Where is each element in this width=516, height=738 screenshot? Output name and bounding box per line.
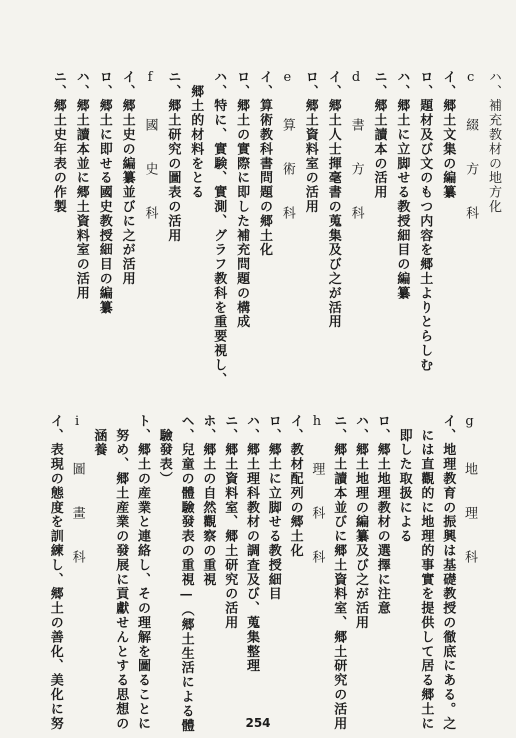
list-item: ロ、郷土の實際に即した補充問題の構成 bbox=[234, 70, 250, 330]
list-item: 驗發表） bbox=[156, 414, 172, 486]
list-item: ニ、郷土讀本の活用 bbox=[371, 70, 387, 200]
list-item: ヘ、兒童の體驗發表の重視—（郷土生活による體 bbox=[178, 414, 194, 733]
list-item: ロ、郷土資料室の活用 bbox=[302, 70, 318, 214]
list-item: イ、郷土人士揮毫書の蒐集及び之が活用 bbox=[325, 70, 341, 330]
list-item: ニ、郷土研究の圖表の活用 bbox=[165, 70, 181, 243]
list-item: イ、地理教育の振興は基礎教授の徹底にある。之 bbox=[440, 414, 456, 731]
list-item: ト、郷土の産業と連絡し、その理解を圖ることに bbox=[135, 414, 150, 731]
list-item: ニ、郷土資料室、郷土研究の活用 bbox=[222, 414, 238, 630]
list-item: 努め、郷土産業の發展に貢獻せんとする思想の bbox=[113, 414, 129, 731]
list-item: ロ、題材及び文のもつ内容を郷土よりとらしむ bbox=[417, 70, 433, 373]
list-item: ハ、特に、實験、實測、グラフ教科を重要視し、 bbox=[211, 70, 227, 387]
list-item: イ、郷土史の編纂並びに之が活用 bbox=[119, 70, 135, 286]
list-item: ロ、郷土に即せる國史教授細目の編纂 bbox=[96, 70, 112, 315]
list-item: ハ、郷土に立脚せる教授細目の編纂 bbox=[394, 70, 410, 301]
section-heading: g 地 理 科 bbox=[462, 414, 477, 572]
section-heading: i 圖 畫 科 bbox=[69, 414, 85, 572]
list-item: ハ、郷土地理の編纂及び之が活用 bbox=[353, 414, 368, 630]
section-heading: c 綴 方 科 bbox=[463, 70, 479, 228]
list-item: 涵養 bbox=[91, 414, 107, 458]
list-item: 即した取扱による bbox=[396, 414, 412, 544]
section-heading: h 理 科 科 bbox=[309, 414, 325, 572]
list-item: ハ、補充教材の地方化 bbox=[486, 70, 501, 214]
list-item: ロ、郷土に立脚せる教授細目 bbox=[265, 414, 281, 602]
list-item: イ、算術教科書問題の郷土化 bbox=[257, 70, 272, 258]
list-item: 郷土的材料をとる bbox=[188, 70, 204, 200]
list-item: イ、郷土文集の編纂 bbox=[440, 70, 456, 200]
list-item: イ、表現の態度を訓練し、郷土の善化、美化に努 bbox=[47, 414, 63, 731]
list-item: イ、教材配列の郷土化 bbox=[287, 414, 303, 558]
section-heading: e 算 術 科 bbox=[279, 70, 295, 228]
list-item: ハ、郷土讀本並に郷土資料室の活用 bbox=[73, 70, 89, 301]
list-item: ニ、郷土史年表の作製 bbox=[50, 70, 66, 214]
list-item: ロ、郷土地理教材の選擇に注意 bbox=[374, 414, 390, 616]
list-item: ホ、郷土の自然觀察の重視 bbox=[200, 414, 216, 587]
list-item: ハ、郷土理科教材の調査及び、蒐集整理 bbox=[244, 414, 259, 674]
page-number: 254 bbox=[245, 716, 271, 730]
section-heading: f 國 史 科 bbox=[142, 70, 158, 228]
list-item: ニ、郷土讀本並びに郷土資料室、郷土研究の活用 bbox=[331, 414, 347, 731]
section-heading: d 書 方 科 bbox=[348, 70, 364, 228]
list-item: には直觀的に地理的事實を提供して居る郷土に bbox=[418, 414, 434, 731]
